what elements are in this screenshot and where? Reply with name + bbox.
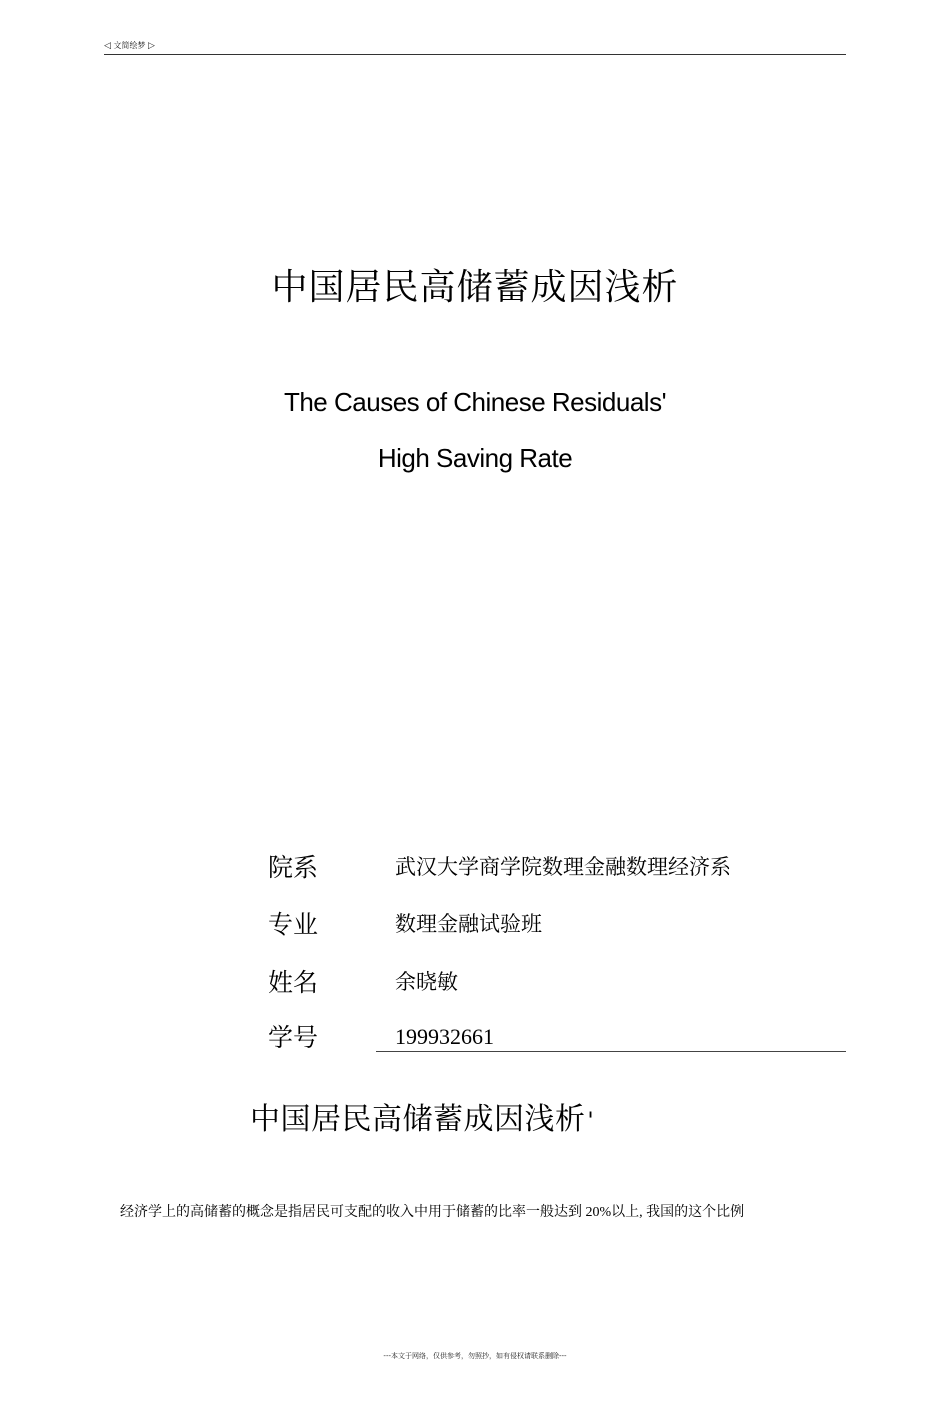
student-id-value: 199932661 bbox=[395, 1024, 494, 1049]
major-value: 数理金融试验班 bbox=[395, 912, 542, 936]
section-title-text: 中国居民高储蓄成因浅析 bbox=[250, 1102, 586, 1137]
department-label: 院系 bbox=[268, 853, 319, 882]
body-paragraph: 经济学上的高储蓄的概念是指居民可支配的收入中用于储蓄的比率一般达到 20%以上, 我国的这个比例 bbox=[120, 1205, 745, 1220]
cover-title-english-line1: The Causes of Chinese Residuals' bbox=[283, 387, 667, 417]
cover-title-chinese: 中国居民高储蓄成因浅析 bbox=[271, 267, 679, 308]
department-value: 武汉大学商学院数理金融数理经济系 bbox=[395, 855, 731, 879]
cover-title-english-line2: High Saving Rate bbox=[377, 443, 573, 473]
name-label: 姓名 bbox=[268, 968, 319, 997]
page-header bbox=[104, 40, 846, 55]
header-text: 文简绘梦 bbox=[113, 41, 146, 50]
right-triangle-icon: ▷ bbox=[148, 41, 155, 51]
section-title bbox=[250, 1098, 594, 1142]
left-triangle-icon: ◁ bbox=[104, 41, 111, 51]
page-footer: ---本文于网络，仅供参考，勿照抄，如有侵权请联系删除--- bbox=[383, 1352, 567, 1360]
footnote-mark: ' bbox=[587, 1109, 595, 1134]
student-id-underline bbox=[376, 1051, 846, 1052]
name-value: 余晓敏 bbox=[395, 970, 458, 994]
major-label: 专业 bbox=[268, 910, 319, 939]
student-id-label: 学号 bbox=[268, 1023, 319, 1052]
